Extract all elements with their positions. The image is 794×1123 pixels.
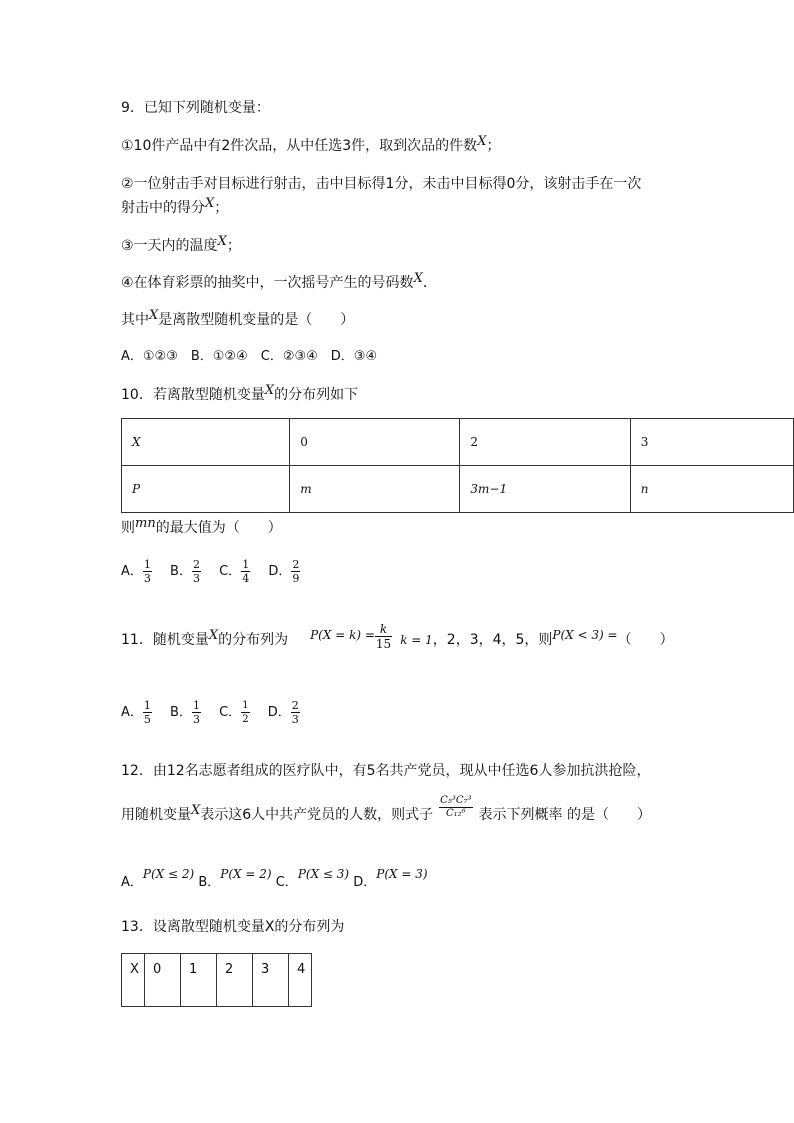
q12-line-2-var: X bbox=[191, 803, 201, 818]
fraction-num: 1 bbox=[143, 699, 151, 712]
table-cell: m bbox=[290, 466, 460, 513]
fraction bbox=[291, 699, 300, 726]
q11-formula-lhs: P(X = k) = bbox=[310, 628, 375, 642]
q9-item-4 bbox=[121, 273, 437, 294]
option-expr: P(X = 3) bbox=[376, 867, 428, 881]
q12-line-2 bbox=[121, 795, 651, 836]
fraction-den: 2 bbox=[242, 714, 249, 725]
table-row bbox=[122, 419, 794, 466]
q11-option-c bbox=[219, 693, 249, 733]
q13-stem: 13．设离散型随机变量X的分布列为 bbox=[121, 919, 345, 935]
q11-stem-var: X bbox=[208, 628, 219, 643]
q11-option-a bbox=[121, 693, 152, 733]
q12-line-2-text: 用随机变量 bbox=[121, 807, 191, 823]
option-label: D． bbox=[268, 564, 292, 579]
q9-item-4-end: ． bbox=[422, 275, 437, 291]
option-label: C． bbox=[219, 564, 242, 579]
q9-item-2-var: X bbox=[205, 196, 215, 211]
table-cell: 3 bbox=[630, 419, 793, 466]
q9-question-end: 是离散型随机变量的是（ ） bbox=[158, 312, 355, 328]
fraction-num: 1 bbox=[242, 700, 249, 711]
q12-option-a bbox=[121, 866, 194, 899]
q10-stem-end: 的分布列如下 bbox=[274, 387, 359, 403]
fraction-num: 2 bbox=[192, 558, 200, 571]
q10-question-var: mn bbox=[135, 516, 156, 531]
q10-question-end: 的最大值为（ ） bbox=[155, 520, 282, 536]
q12-line-2-mid: 表示这6人中共产党员的人数，则式子 bbox=[200, 807, 434, 823]
table-cell: X bbox=[122, 419, 290, 466]
q11-stem bbox=[121, 620, 674, 661]
q9-options: A．①②③ B．①②④ C．②③④ D．③④ bbox=[121, 349, 378, 364]
fraction bbox=[143, 558, 152, 585]
q11-stem-text: 11．随机变量 bbox=[121, 632, 209, 648]
q9-item-4-var: X bbox=[413, 271, 423, 286]
table-cell: 3 bbox=[253, 954, 289, 1007]
q10-stem-var: X bbox=[264, 383, 275, 398]
q10-option-a bbox=[121, 552, 152, 592]
fraction-den: 3 bbox=[143, 572, 151, 585]
fraction-num: 1 bbox=[143, 558, 151, 571]
option-label: D． bbox=[353, 875, 377, 890]
table-cell: 0 bbox=[290, 419, 460, 466]
q10-option-d bbox=[268, 552, 300, 592]
table-cell: 1 bbox=[181, 954, 217, 1007]
q9-item-1-var: X bbox=[477, 134, 487, 149]
fraction bbox=[143, 699, 152, 726]
option-label: C． bbox=[219, 705, 242, 720]
fraction-num: 1 bbox=[242, 558, 250, 571]
q9-item-1 bbox=[121, 136, 500, 157]
q12-option-b bbox=[198, 866, 271, 899]
q13-distribution-table bbox=[121, 953, 312, 1007]
q9-item-1-text: ①10件产品中有2件次品，从中任选3件，取到次品的件数 bbox=[121, 138, 478, 154]
q9-item-3 bbox=[121, 236, 241, 257]
option-label: A． bbox=[121, 564, 143, 579]
q9-item-3-var: X bbox=[217, 234, 227, 249]
fraction-num: C₅³C₇³ bbox=[440, 794, 472, 806]
q11-k-rest: ，2，3，4，5，则 bbox=[432, 632, 553, 648]
q12-option-d bbox=[353, 866, 427, 899]
q11-k-text: k = 1 bbox=[400, 633, 433, 647]
q10-stem-text: 10．若离散型随机变量 bbox=[121, 387, 265, 403]
q10-options bbox=[121, 552, 300, 592]
table-cell: 0 bbox=[145, 954, 181, 1007]
q9-question-var: X bbox=[149, 308, 159, 323]
fraction-num: 2 bbox=[291, 699, 299, 712]
q12-option-c bbox=[276, 866, 349, 899]
q9-item-4-text: ④在体育彩票的抽奖中，一次摇号产生的号码数 bbox=[121, 275, 414, 291]
fraction-num: k bbox=[379, 621, 388, 636]
option-label: D． bbox=[267, 705, 291, 720]
q12-combination-fraction bbox=[439, 795, 472, 820]
fraction bbox=[192, 699, 201, 726]
q11-options bbox=[121, 693, 300, 733]
fraction bbox=[241, 699, 249, 726]
table-cell: X bbox=[122, 954, 145, 1007]
option-expr: P(X ≤ 3) bbox=[297, 867, 350, 881]
q9-item-2-line2 bbox=[121, 198, 228, 219]
fraction bbox=[241, 558, 250, 585]
fraction-den: 3 bbox=[192, 572, 200, 585]
option-label: A． bbox=[121, 875, 143, 890]
table-cell: 2 bbox=[217, 954, 253, 1007]
q9-item-1-end: ； bbox=[486, 138, 501, 154]
fraction-den: 3 bbox=[291, 713, 299, 726]
fraction-den: 5 bbox=[143, 713, 151, 726]
q11-probability: P(X < 3) = bbox=[552, 628, 618, 642]
q11-stem-end: 的分布列为 bbox=[218, 632, 289, 648]
fraction-den: 15 bbox=[375, 636, 392, 651]
table-cell: P bbox=[122, 466, 290, 513]
q9-question-text: 其中 bbox=[121, 312, 149, 328]
option-label: B． bbox=[170, 705, 192, 720]
q10-stem bbox=[121, 385, 358, 406]
option-label: A． bbox=[121, 705, 143, 720]
fraction-den: C₁₂⁶ bbox=[439, 807, 472, 820]
q10-option-b bbox=[170, 552, 201, 592]
q9-item-3-text: ③一天内的温度 bbox=[121, 238, 218, 254]
fraction-num: 2 bbox=[292, 558, 300, 571]
q11-option-b bbox=[170, 693, 201, 733]
option-expr: P(X ≤ 2) bbox=[142, 867, 195, 881]
q10-question bbox=[121, 518, 282, 539]
table-cell: 2 bbox=[460, 419, 630, 466]
q9-item-2-end: ； bbox=[214, 200, 229, 216]
q12-line-1: 12．由12名志愿者组成的医疗队中，有5名共产党员，现从中任选6人参加抗洪抢险， bbox=[121, 763, 651, 779]
table-cell: 4 bbox=[289, 954, 312, 1007]
q9-item-2-line1: ②一位射击手对目标进行射击，击中目标得1分，未击中目标得0分，该射击手在一次 bbox=[121, 176, 642, 192]
option-label: B． bbox=[198, 875, 221, 890]
table-cell: n bbox=[630, 466, 793, 513]
table-row bbox=[122, 954, 312, 1007]
fraction bbox=[192, 558, 201, 585]
q10-question-text: 则 bbox=[121, 520, 135, 536]
q9-item-3-end: ； bbox=[226, 238, 241, 254]
option-expr: P(X = 2) bbox=[220, 867, 272, 881]
q9-question bbox=[121, 310, 354, 331]
q12-line-2-end: 表示下列概率 的是（ ） bbox=[478, 807, 651, 823]
fraction bbox=[291, 558, 300, 585]
q10-distribution-table bbox=[121, 418, 794, 513]
table-row bbox=[122, 466, 794, 513]
fraction-den: 3 bbox=[192, 713, 200, 726]
option-label: C． bbox=[275, 875, 298, 890]
q11-formula-fraction bbox=[375, 622, 392, 651]
table-cell: 3m−1 bbox=[460, 466, 630, 513]
fraction-num: 1 bbox=[192, 699, 200, 712]
q10-option-c bbox=[219, 552, 250, 592]
option-label: B． bbox=[170, 564, 192, 579]
q9-stem: 9．已知下列随机变量： bbox=[121, 100, 270, 116]
q11-paren: （ ） bbox=[617, 632, 674, 648]
q9-item-2-text: 射击中的得分 bbox=[121, 200, 205, 216]
fraction-den: 4 bbox=[242, 572, 250, 585]
q11-option-d bbox=[268, 693, 300, 733]
q12-options bbox=[121, 866, 428, 899]
fraction-den: 9 bbox=[292, 572, 300, 585]
